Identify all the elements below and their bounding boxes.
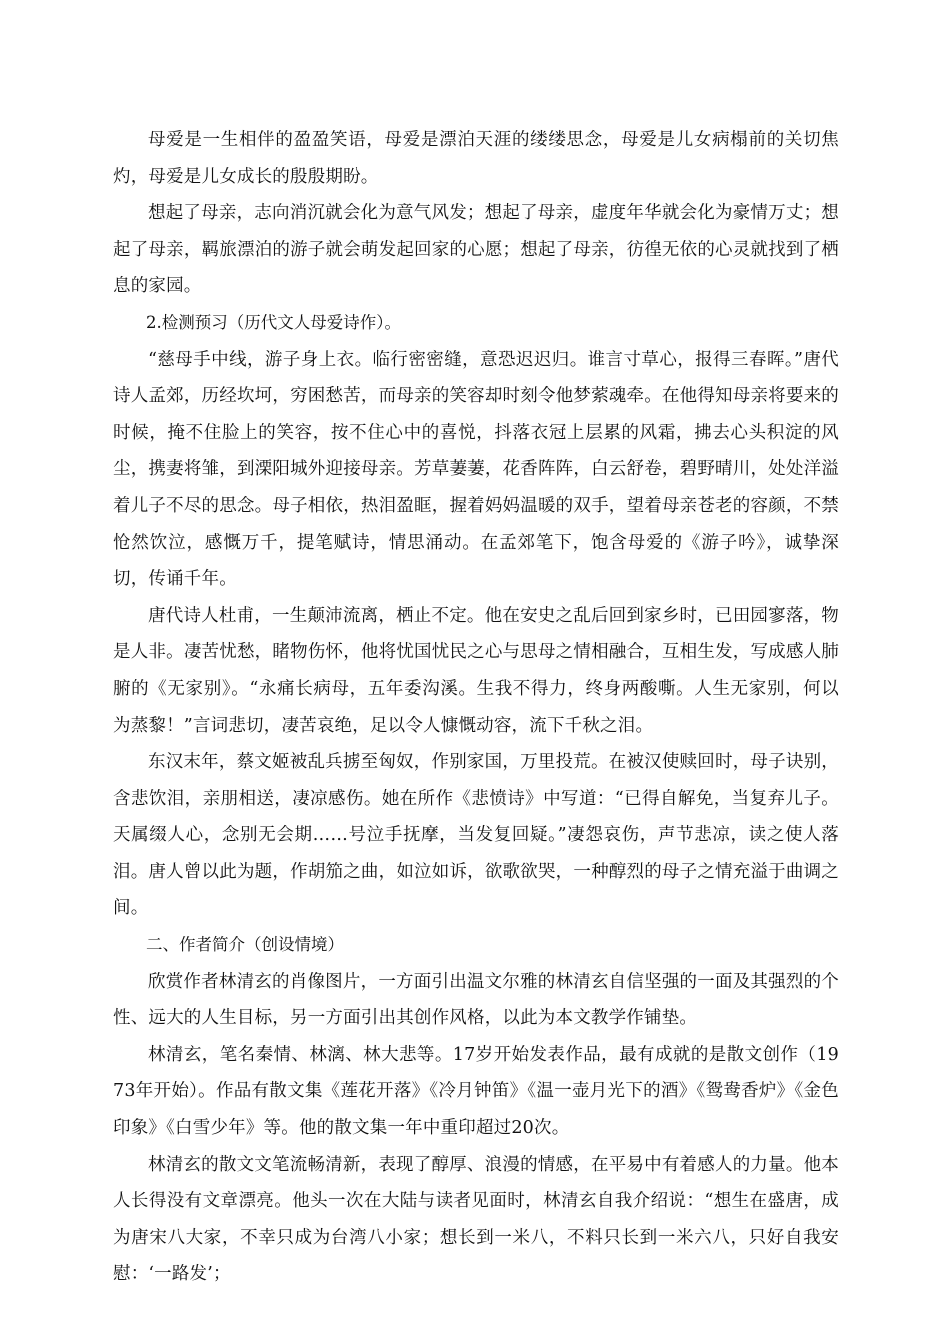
paragraph-thinking-of-mother: 想起了母亲，志向消沉就会化为意气风发；想起了母亲，虚度年华就会化为豪情万丈；想起了母亲，羁旅漂泊的游子就会萌发起回家的心愿；想起了母亲，彷徨无依的心灵就找到了栖息的家园。	[113, 203, 839, 297]
paragraph-lin-qingxuan-style: 林清玄的散文文笔流畅清新，表现了醇厚、浪漫的情感，在平易中有着感人的力量。他本人长得没有文章漂亮。他头一次在大陆与读者见面时，林清玄自我介绍说：“想生在盛唐，成为唐宋八大家，不幸只成为台湾八小家；想长到一米八，不料只长到一米六八，只好自我安慰：‘一路发’；	[113, 1154, 839, 1285]
paragraph-meng-jiao: “慈母手中线，游子身上衣。临行密密缝，意恐迟迟归。谁言寸草心，报得三春晖。”唐代诗人孟郊，历经坎坷，穷困愁苦，而母亲的笑容却时刻令他梦萦魂牵。在他得知母亲将要来的时候，掩不住脸上的笑容，按不住心中的喜悦，抖落衣冠上层累的风霜，拂去心头积淀的风尘，携妻将雏，到溧阳城外迎接母亲。芳草萋萋，花香阵阵，白云舒卷，碧野晴川，处处洋溢着儿子不尽的思念。母子相依，热泪盈眶，握着妈妈温暖的双手，望着母亲苍老的容颜，不禁怆然饮泣，感慨万千，提笔赋诗，情思涌动。在孟郊笔下，饱含母爱的《游子吟》，诚挚深切，传诵千年。	[113, 349, 839, 590]
section-heading-preview-check: 2.检测预习（历代文人母爱诗作）。	[146, 312, 401, 332]
document-body	[113, 122, 839, 1293]
paragraph-portrait-appreciation: 欣赏作者林清玄的肖像图片，一方面引出温文尔雅的林清玄自信坚强的一面及其强烈的个性、远大的人生目标，另一方面引出其创作风格，以此为本文教学作铺垫。	[113, 971, 839, 1029]
paragraph-mother-love-intro: 母爱是一生相伴的盈盈笑语，母爱是漂泊天涯的缕缕思念，母爱是儿女病榻前的关切焦灼，母爱是儿女成长的殷殷期盼。	[113, 130, 839, 187]
paragraph-du-fu: 唐代诗人杜甫，一生颠沛流离，栖止不定。他在安史之乱后回到家乡时，已田园寥落，物是人非。凄苦忧愁，睹物伤怀，他将忧国忧民之心与思母之情相融合，互相生发，写成感人肺腑的《无家别》。“永痛长病母，五年委沟溪。生我不得力，终身两酸嘶。人生无家别，何以为蒸黎！”言词悲切，凄苦哀绝，足以令人慷慨动容，流下千秋之泪。	[113, 605, 839, 736]
paragraph-cai-wenji: 东汉末年，蔡文姬被乱兵掳至匈奴，作别家国，万里投荒。在被汉使赎回时，母子诀别，含悲饮泪，亲朋相送，凄凉感伤。她在所作《悲愤诗》中写道：“已得自解免，当复弃儿子。天属缀人心，念别无会期……号泣手抚摩，当发复回疑。”凄怨哀伤，声节悲凉，读之使人落泪。唐人曾以此为题，作胡笳之曲，如泣如诉，欲歌欲哭，一种醇烈的母子之情充溢于曲调之间。	[113, 752, 839, 919]
section-heading-author-intro: 二、作者简介（创设情境）	[146, 935, 344, 955]
paragraph-lin-qingxuan-bio: 林清玄，笔名秦情、林漓、林大悲等。17岁开始发表作品，最有成就的是散文创作（1973年开始）。作品有散文集《莲花开落》《冷月钟笛》《温一壶月光下的酒》《鸳鸯香炉》《金色印象》《白雪少年》等。他的散文集一年中重印超过20次。	[113, 1044, 839, 1139]
